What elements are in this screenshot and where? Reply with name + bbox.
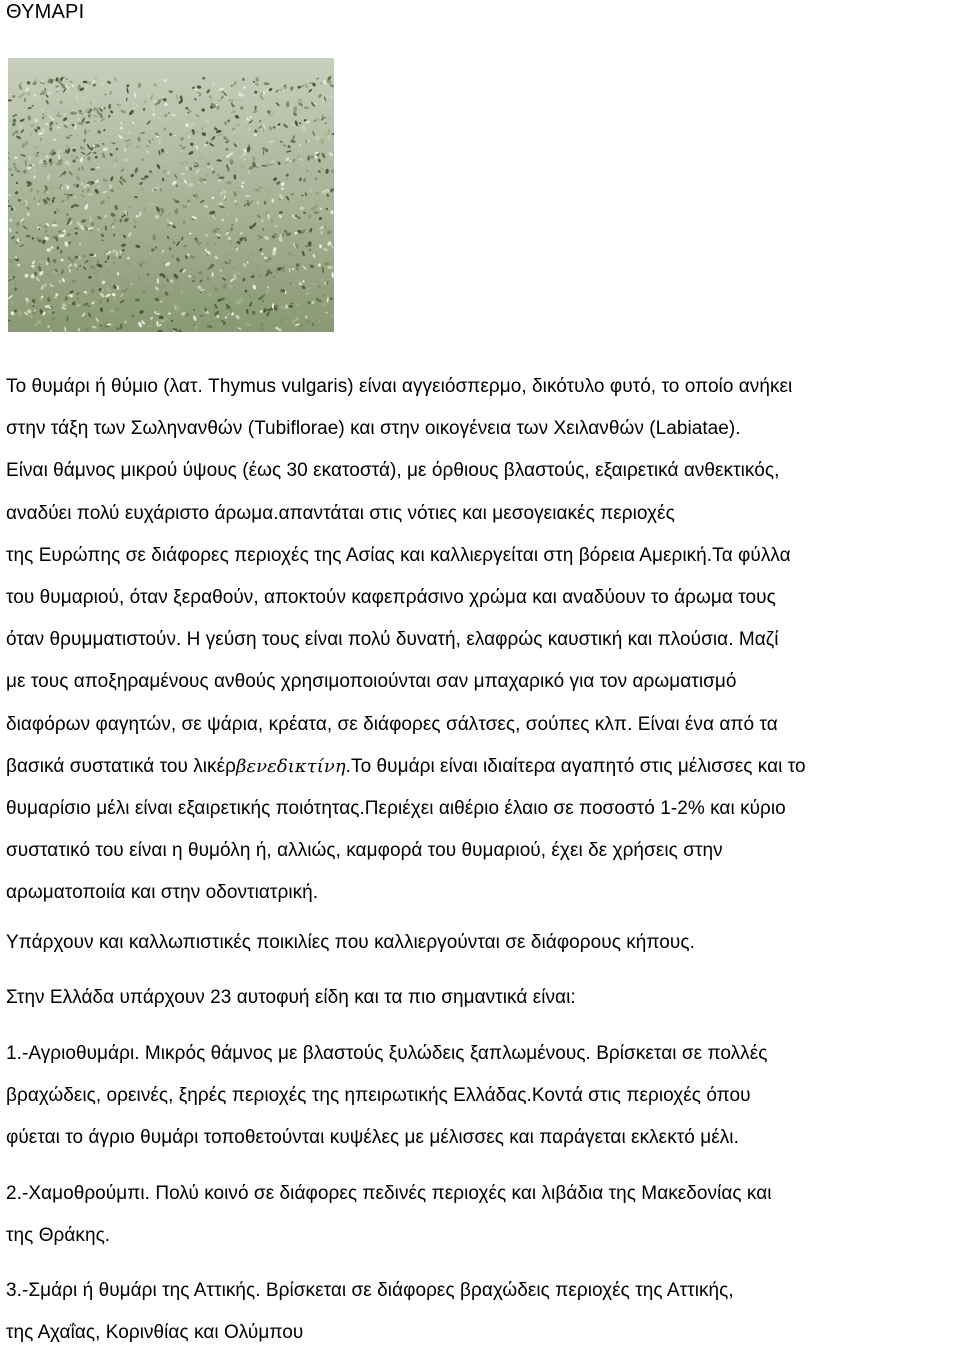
intro-line-13: αρωματοποιία και στην οδοντιατρική.: [6, 882, 319, 904]
intro-line-10: βασικά συστατικά του λικέρβενεδικτίνη.Το θυμάρι είναι ιδιαίτερα αγαπητό στις μέλισσες και το: [6, 755, 806, 777]
species-item-3: 3.-Σμάρι ή θυμάρι της Αττικής. Βρίσκεται σε διάφορες βραχώδεις περιοχές της Αττικής, της Αχαΐας, Κορινθίας και Ολύμπου: [6, 1280, 734, 1343]
species-item-1: 1.-Αγριοθυμάρι. Μικρός θάμνος με βλαστούς ξυλώδεις ξαπλωμένους. Βρίσκεται σε πολλές βραχώδεις, ορεινές, ξηρές περιοχές της ηπειρωτικής Ελλάδας.Κοντά στις περιοχές όπου φύεται το άγριο θυμάρι τοποθετούνται κυψέλες με μέλισσες και παράγεται εκλεκτό μέλι.: [6, 1043, 768, 1148]
intro-line-6: του θυμαριού, όταν ξεραθούν, αποκτούν καφεπράσινο χρώμα και αναδύουν το άρωμα τους: [6, 587, 776, 609]
intro-line-5: της Ευρώπης σε διάφορες περιοχές της Ασίας και καλλιεργείται στη βόρεια Αμερική.Τα φύλλα: [6, 544, 791, 566]
intro-line-4: αναδύει πολύ ευχάριστο άρωμα.απαντάται στις νότιες και μεσογειακές περιοχές: [6, 502, 675, 524]
intro-line-8: με τους αποξηραμένους ανθούς χρησιμοποιούνται σαν μπαχαρικό για τον αρωματισμό: [6, 671, 737, 693]
intro-line-11: θυμαρίσιο μέλι είναι εξαιρετικής ποιότητας.Περιέχει αιθέριο έλαιο σε ποσοστό 1-2% και κύριο: [6, 798, 786, 820]
species-intro-paragraph: Στην Ελλάδα υπάρχουν 23 αυτοφυή είδη και τα πιο σημαντικά είναι:: [6, 987, 576, 1008]
link-agriothymari[interactable]: Αγριοθυμάρι: [28, 1043, 135, 1064]
intro-line-7: όταν θρυμματιστούν. Η γεύση τους είναι πολύ δυνατή, ελαφρώς καυστική και πλούσια. Μαζί: [6, 629, 779, 651]
link-thymari[interactable]: θυμάρι: [31, 376, 90, 397]
thyme-plant-image: [8, 58, 334, 332]
intro-line-9: διαφόρων φαγητών, σε ψάρια, κρέατα, σε διάφορες σάλτσες, σούπες κλπ. Είναι ένα από τα: [6, 713, 778, 735]
thyme-photo: [8, 58, 334, 332]
species-item-2: 2.-Χαμοθρούμπι. Πολύ κοινό σε διάφορες πεδινές περιοχές και λιβάδια της Μακεδονίας και της Θράκης.: [6, 1183, 772, 1246]
link-thymio[interactable]: θύμιο: [111, 376, 158, 397]
intro-paragraph: [6, 366, 956, 915]
intro-line-1: Το θυμάρι ή θύμιο (λατ. Thymus vulgaris) είναι αγγειόσπερμο, δικότυλο φυτό, το οποίο ανήκει: [6, 376, 793, 397]
link-thymoli[interactable]: θυμόλη: [188, 840, 251, 862]
intro-line-3: Είναι θάμνος μικρού ύψους (έως 30 εκατοστά), με όρθιους βλαστούς, εξαιρετικά ανθεκτικός,: [6, 460, 780, 482]
link-venediktini[interactable]: βενεδικτίνη: [236, 755, 346, 777]
link-chamothroumpi[interactable]: Χαμοθρούμπι: [28, 1183, 145, 1204]
link-smari[interactable]: Σμάρι: [28, 1280, 78, 1301]
intro-line-12: συστατικό του είναι η θυμόλη ή, αλλιώς, καμφορά του θυμαριού, έχει δε χρήσεις στην: [6, 840, 723, 862]
page-title: ΘΥΜΑΡΙ: [6, 1, 85, 23]
ornamental-paragraph: Υπάρχουν και καλλωπιστικές ποικιλίες που καλλιεργούνται σε διάφορους κήπους.: [6, 932, 695, 953]
intro-line-2: στην τάξη των Σωληνανθών (Tubiflorae) και στην οικογένεια των Χειλανθών (Labiatae).: [6, 418, 741, 440]
